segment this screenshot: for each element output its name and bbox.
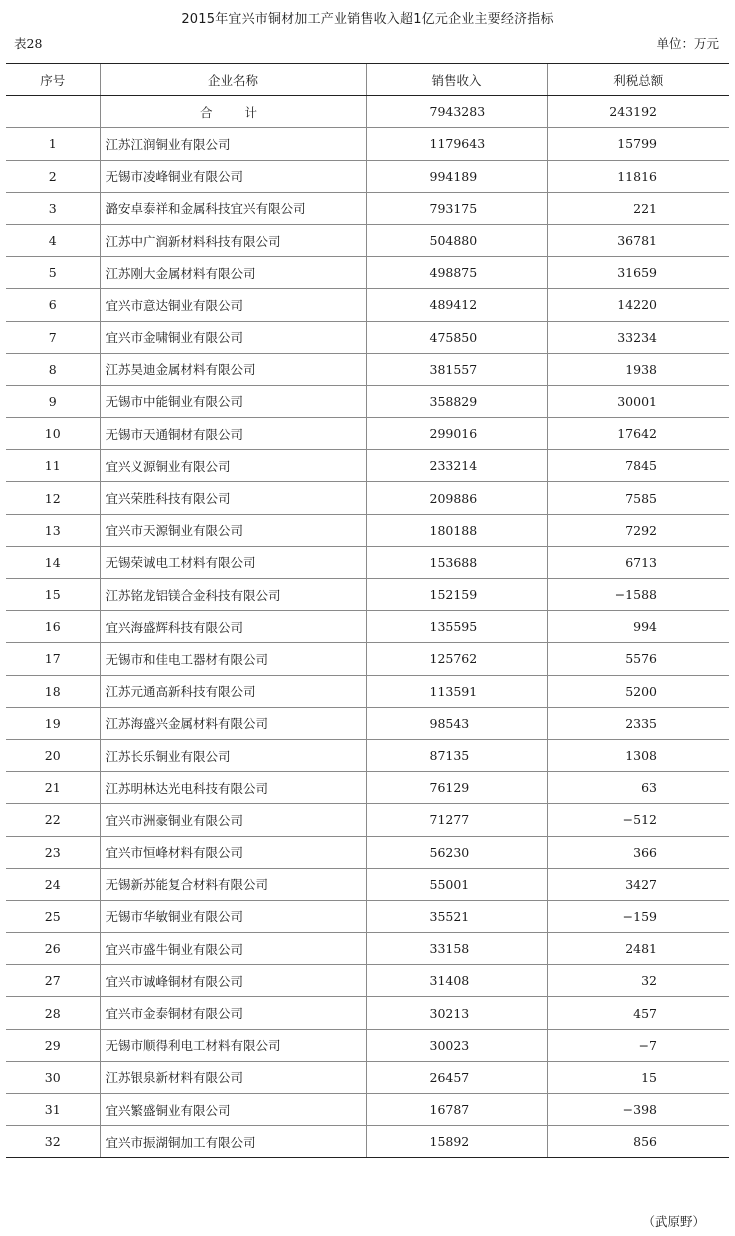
enterprise-name: 江苏明林达光电科技有限公司 (100, 772, 366, 804)
profit-tax-total: 5200 (547, 675, 729, 707)
row-number: 7 (6, 321, 100, 353)
table-row (6, 643, 729, 675)
table-row (6, 546, 729, 578)
sales-revenue: 16787 (366, 1094, 547, 1126)
table-row (6, 1094, 729, 1126)
sales-revenue: 1179643 (366, 128, 547, 160)
sales-revenue: 30023 (366, 1029, 547, 1061)
table-row (6, 707, 729, 739)
sales-revenue: 299016 (366, 418, 547, 450)
enterprise-name: 江苏银泉新材料有限公司 (100, 1061, 366, 1093)
enterprise-name: 无锡市中能铜业有限公司 (100, 385, 366, 417)
sales-revenue: 233214 (366, 450, 547, 482)
table-row (6, 675, 729, 707)
row-number: 15 (6, 579, 100, 611)
profit-tax-total: 7292 (547, 514, 729, 546)
table-row (6, 418, 729, 450)
profit-tax-total: 7585 (547, 482, 729, 514)
profit-tax-total: 221 (547, 192, 729, 224)
profit-tax-total: 11816 (547, 160, 729, 192)
enterprise-name: 江苏昊迪金属材料有限公司 (100, 353, 366, 385)
enterprise-name: 江苏中广润新材料科技有限公司 (100, 224, 366, 256)
profit-tax-total: 366 (547, 836, 729, 868)
enterprise-name: 无锡新苏能复合材料有限公司 (100, 868, 366, 900)
profit-tax-total: 33234 (547, 321, 729, 353)
row-number: 25 (6, 900, 100, 932)
sales-revenue: 113591 (366, 675, 547, 707)
total-no (6, 96, 100, 128)
row-number: 30 (6, 1061, 100, 1093)
row-number: 14 (6, 546, 100, 578)
profit-tax-total: 1308 (547, 739, 729, 771)
profit-tax-total: 1938 (547, 353, 729, 385)
table-row (6, 804, 729, 836)
row-number: 28 (6, 997, 100, 1029)
table-row (6, 128, 729, 160)
profit-tax-total: 32 (547, 965, 729, 997)
sales-revenue: 153688 (366, 546, 547, 578)
table-row (6, 321, 729, 353)
sales-revenue: 152159 (366, 579, 547, 611)
profit-tax-total: 457 (547, 997, 729, 1029)
sales-revenue: 504880 (366, 224, 547, 256)
enterprise-name: 无锡市天通铜材有限公司 (100, 418, 366, 450)
enterprise-name: 宜兴市金啸铜业有限公司 (100, 321, 366, 353)
profit-tax-total: 15 (547, 1061, 729, 1093)
row-number: 21 (6, 772, 100, 804)
sales-revenue: 15892 (366, 1126, 547, 1158)
enterprise-name: 宜兴市意达铜业有限公司 (100, 289, 366, 321)
enterprise-name: 宜兴市洲豪铜业有限公司 (100, 804, 366, 836)
sales-revenue: 26457 (366, 1061, 547, 1093)
sales-revenue: 209886 (366, 482, 547, 514)
enterprise-name: 宜兴市诚峰铜材有限公司 (100, 965, 366, 997)
table-row (6, 224, 729, 256)
enterprise-name: 潞安卓泰祥和金属科技宜兴有限公司 (100, 192, 366, 224)
table-row (6, 1029, 729, 1061)
table-number: 表28 (14, 36, 43, 51)
sales-revenue: 55001 (366, 868, 547, 900)
table-row (6, 289, 729, 321)
sales-revenue: 994189 (366, 160, 547, 192)
table-row (6, 192, 729, 224)
row-number: 10 (6, 418, 100, 450)
table-row (6, 739, 729, 771)
profit-tax-total: 31659 (547, 257, 729, 289)
enterprise-name: 无锡市凌峰铜业有限公司 (100, 160, 366, 192)
table-row (6, 772, 729, 804)
enterprise-name: 无锡市和佳电工器材有限公司 (100, 643, 366, 675)
table-row (6, 450, 729, 482)
row-number: 31 (6, 1094, 100, 1126)
enterprise-name: 宜兴繁盛铜业有限公司 (100, 1094, 366, 1126)
row-number: 11 (6, 450, 100, 482)
profit-tax-total: −159 (547, 900, 729, 932)
row-number: 4 (6, 224, 100, 256)
header-name: 企业名称 (100, 64, 366, 96)
enterprise-table (6, 63, 729, 1158)
table-row (6, 160, 729, 192)
sales-revenue: 358829 (366, 385, 547, 417)
sales-revenue: 30213 (366, 997, 547, 1029)
enterprise-name: 江苏江润铜业有限公司 (100, 128, 366, 160)
profit-tax-total: −398 (547, 1094, 729, 1126)
profit-tax-total: 5576 (547, 643, 729, 675)
enterprise-name: 无锡市华敏铜业有限公司 (100, 900, 366, 932)
total-sales: 7943283 (366, 96, 547, 128)
sales-revenue: 71277 (366, 804, 547, 836)
total-row (6, 96, 729, 128)
enterprise-name: 宜兴义源铜业有限公司 (100, 450, 366, 482)
profit-tax-total: 30001 (547, 385, 729, 417)
sales-revenue: 135595 (366, 611, 547, 643)
row-number: 22 (6, 804, 100, 836)
row-number: 20 (6, 739, 100, 771)
sales-revenue: 56230 (366, 836, 547, 868)
enterprise-name: 江苏刚大金属材料有限公司 (100, 257, 366, 289)
profit-tax-total: 2481 (547, 933, 729, 965)
row-number: 29 (6, 1029, 100, 1061)
table-row (6, 579, 729, 611)
sales-revenue: 31408 (366, 965, 547, 997)
header-profit: 利税总额 (547, 64, 729, 96)
unit-label: 单位：万元 (656, 36, 719, 51)
author-credit: （武原野） (642, 1214, 705, 1229)
enterprise-name: 宜兴海盛辉科技有限公司 (100, 611, 366, 643)
table-row (6, 611, 729, 643)
enterprise-name: 宜兴荣胜科技有限公司 (100, 482, 366, 514)
sales-revenue: 87135 (366, 739, 547, 771)
profit-tax-total: 36781 (547, 224, 729, 256)
table-row (6, 1126, 729, 1158)
sales-revenue: 125762 (366, 643, 547, 675)
table-row (6, 1061, 729, 1093)
row-number: 13 (6, 514, 100, 546)
row-number: 2 (6, 160, 100, 192)
table-row (6, 900, 729, 932)
table-row (6, 514, 729, 546)
table-row (6, 868, 729, 900)
row-number: 26 (6, 933, 100, 965)
table-row (6, 353, 729, 385)
sales-revenue: 793175 (366, 192, 547, 224)
row-number: 24 (6, 868, 100, 900)
profit-tax-total: 17642 (547, 418, 729, 450)
row-number: 27 (6, 965, 100, 997)
row-number: 1 (6, 128, 100, 160)
enterprise-name: 无锡市顺得利电工材料有限公司 (100, 1029, 366, 1061)
enterprise-name: 无锡荣诚电工材料有限公司 (100, 546, 366, 578)
sales-revenue: 498875 (366, 257, 547, 289)
total-profit: 243192 (547, 96, 729, 128)
enterprise-name: 江苏海盛兴金属材料有限公司 (100, 707, 366, 739)
enterprise-name: 宜兴市天源铜业有限公司 (100, 514, 366, 546)
profit-tax-total: −1588 (547, 579, 729, 611)
row-number: 9 (6, 385, 100, 417)
table-row (6, 836, 729, 868)
enterprise-name: 江苏铭龙铝镁合金科技有限公司 (100, 579, 366, 611)
sales-revenue: 489412 (366, 289, 547, 321)
table-row (6, 997, 729, 1029)
table-row (6, 257, 729, 289)
row-number: 6 (6, 289, 100, 321)
enterprise-name: 宜兴市金泰铜材有限公司 (100, 997, 366, 1029)
table-row (6, 965, 729, 997)
sales-revenue: 475850 (366, 321, 547, 353)
row-number: 12 (6, 482, 100, 514)
profit-tax-total: −512 (547, 804, 729, 836)
enterprise-name: 江苏长乐铜业有限公司 (100, 739, 366, 771)
enterprise-name: 江苏元通高新科技有限公司 (100, 675, 366, 707)
profit-tax-total: 994 (547, 611, 729, 643)
table-title: 2015年宜兴市铜材加工产业销售收入超1亿元企业主要经济指标 (181, 12, 554, 27)
row-number: 3 (6, 192, 100, 224)
table-row (6, 385, 729, 417)
row-number: 19 (6, 707, 100, 739)
row-number: 5 (6, 257, 100, 289)
table-row (6, 933, 729, 965)
row-number: 17 (6, 643, 100, 675)
profit-tax-total: 7845 (547, 450, 729, 482)
header-sales: 销售收入 (366, 64, 547, 96)
enterprise-name: 宜兴市盛牛铜业有限公司 (100, 933, 366, 965)
total-label: 合 计 (100, 96, 366, 128)
profit-tax-total: 3427 (547, 868, 729, 900)
profit-tax-total: 15799 (547, 128, 729, 160)
profit-tax-total: 6713 (547, 546, 729, 578)
row-number: 16 (6, 611, 100, 643)
sales-revenue: 180188 (366, 514, 547, 546)
row-number: 8 (6, 353, 100, 385)
sales-revenue: 35521 (366, 900, 547, 932)
sales-revenue: 76129 (366, 772, 547, 804)
profit-tax-total: −7 (547, 1029, 729, 1061)
profit-tax-total: 14220 (547, 289, 729, 321)
table-row (6, 482, 729, 514)
profit-tax-total: 63 (547, 772, 729, 804)
enterprise-name: 宜兴市振湖铜加工有限公司 (100, 1126, 366, 1158)
header-no: 序号 (6, 64, 100, 96)
sales-revenue: 381557 (366, 353, 547, 385)
profit-tax-total: 856 (547, 1126, 729, 1158)
enterprise-name: 宜兴市恒峰材料有限公司 (100, 836, 366, 868)
header-row (6, 64, 729, 96)
row-number: 32 (6, 1126, 100, 1158)
row-number: 23 (6, 836, 100, 868)
row-number: 18 (6, 675, 100, 707)
sales-revenue: 98543 (366, 707, 547, 739)
sales-revenue: 33158 (366, 933, 547, 965)
profit-tax-total: 2335 (547, 707, 729, 739)
